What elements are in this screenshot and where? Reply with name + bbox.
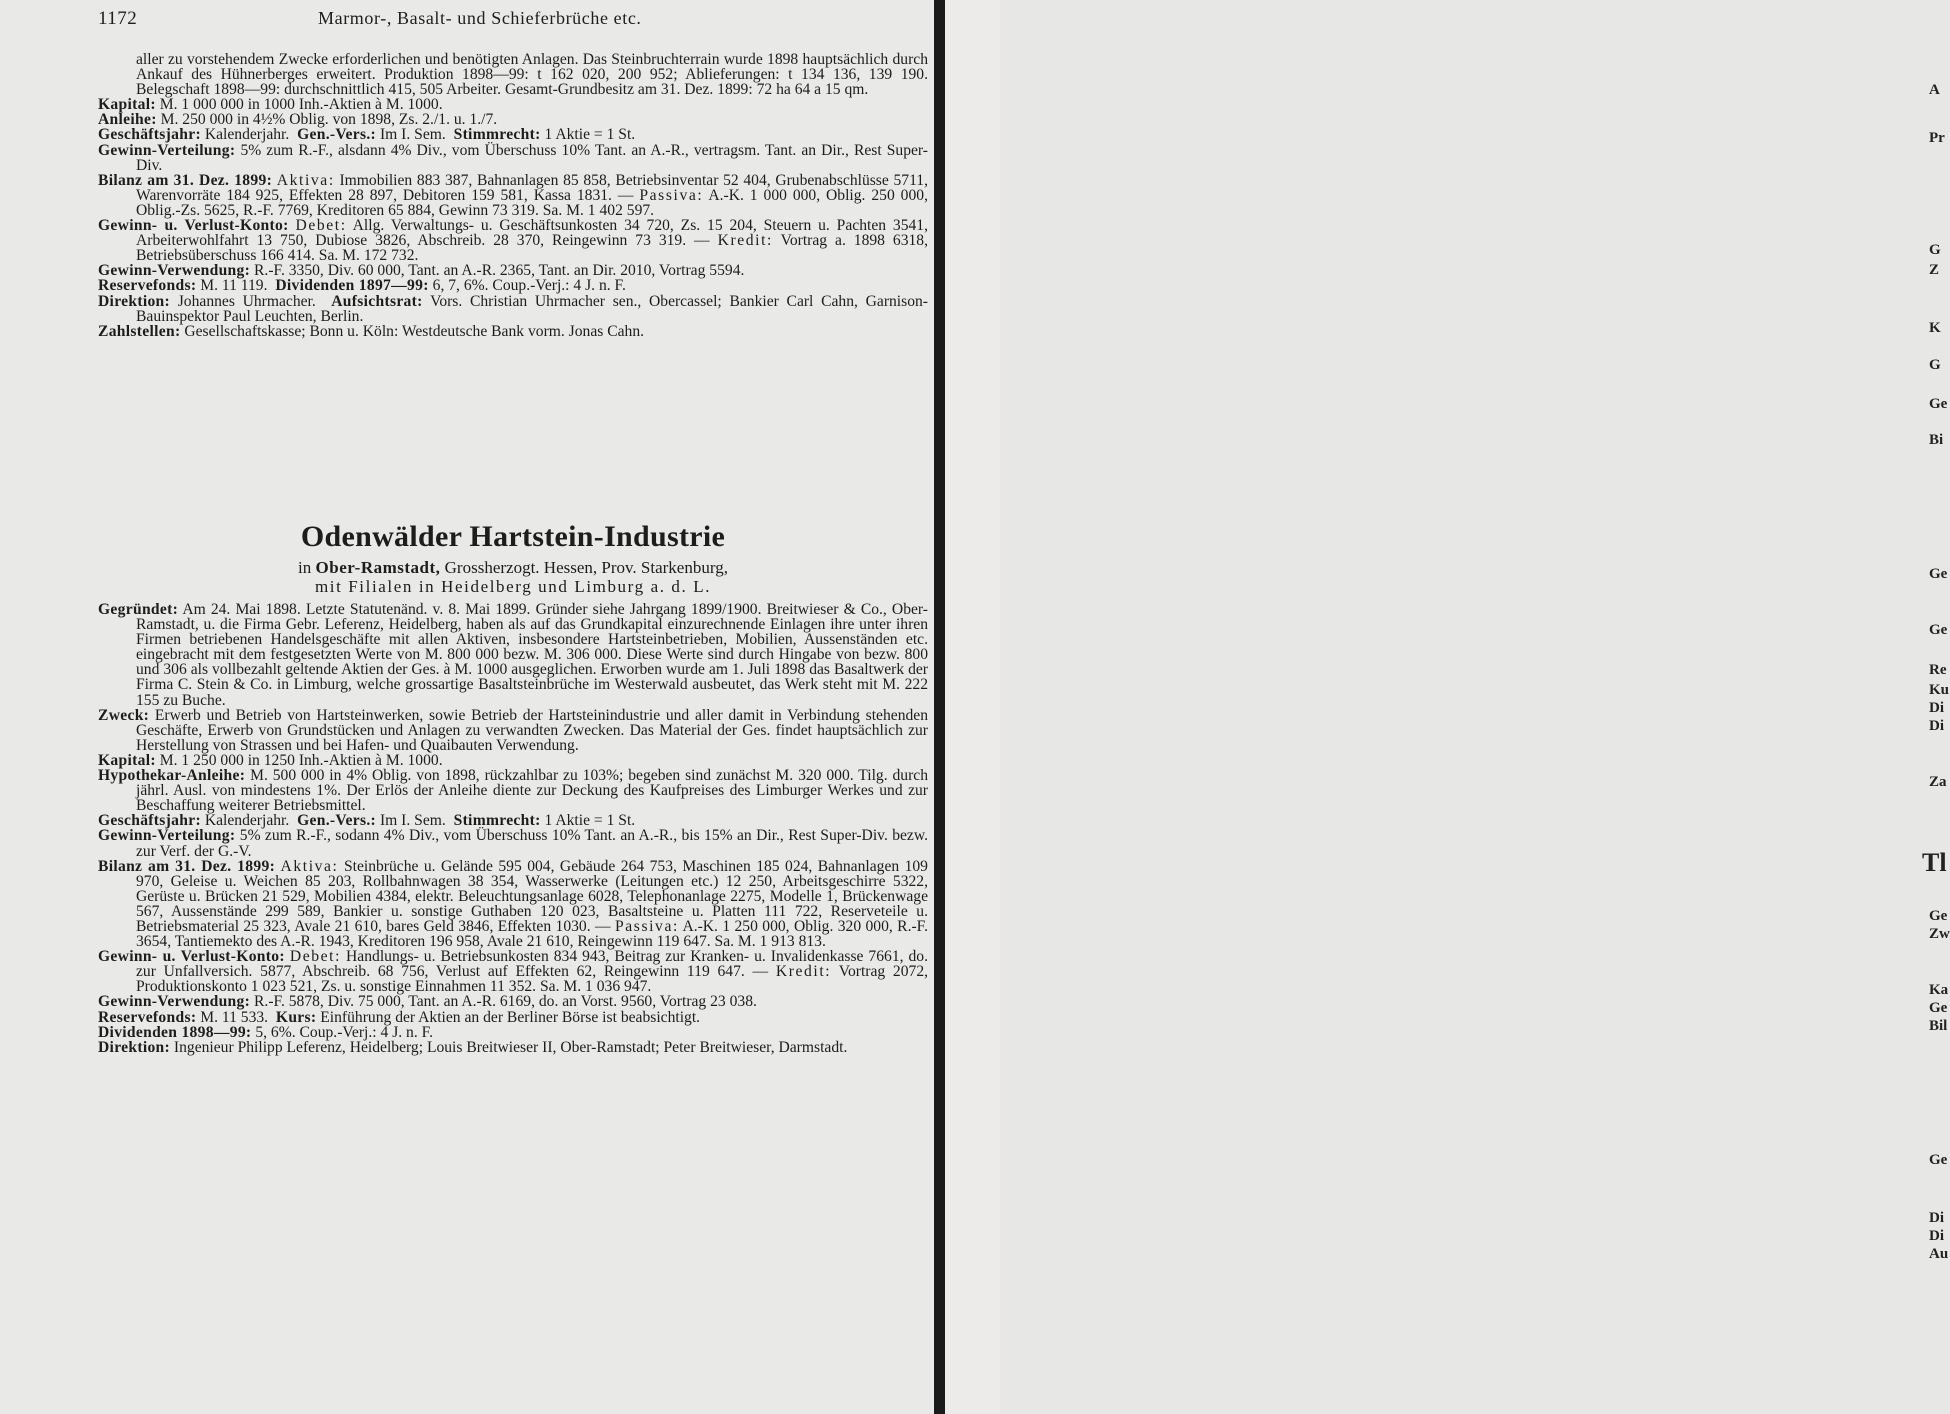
gewinn-verteilung-line: Gewinn-Verteilung: 5% zum R.-F., sodann 4% Div., vom Überschuss 10% Tant. an A.-R., bis 15% an Dir., Rest Super-Div. bezw. zur Verf. der G.-V. <box>98 827 929 860</box>
kapital-line: Kapital: M. 1 000 000 in 1000 Inh.-Aktien à M. 1000. <box>98 96 443 114</box>
margin-word: Ge <box>1929 1152 1948 1168</box>
gewinn-verwendung-line: Gewinn-Verwendung: R.-F. 3350, Div. 60 000, Tant. an A.-R. 2365, Tant. an Dir. 2010, Vortrag 5594. <box>98 262 745 280</box>
reservefonds-line: Reservefonds: M. 11 119. Dividenden 1897—99: 6, 7, 6%. Coup.-Verj.: 4 J. n. F. <box>98 277 626 295</box>
adjacent-page-strip <box>945 0 1950 1414</box>
gewinn-verwendung-line: Gewinn-Verwendung: R.-F. 5878, Div. 75 000, Tant. an A.-R. 6169, do. an Vorst. 9560, Vortrag 23 038. <box>98 993 757 1011</box>
zahlstellen-line: Zahlstellen: Gesellschaftskasse; Bonn u. Köln: Westdeutsche Bank vorm. Jonas Cahn. <box>98 322 645 340</box>
margin-word: K <box>1929 320 1941 336</box>
company-entry-previous <box>98 52 928 339</box>
margin-word: Z <box>1929 262 1940 278</box>
margin-word: Ge <box>1929 1000 1948 1016</box>
dividenden-line: Dividenden 1898—99: 5, 6%. Coup.-Verj.: 4 J. n. F. <box>98 1023 433 1041</box>
margin-word: Za <box>1929 774 1947 790</box>
margin-word: Di <box>1929 718 1944 734</box>
guv-line: Gewinn- u. Verlust-Konto: Debet: Allg. Verwaltungs- u. Geschäftsunkosten 34 720, Zs. 15 204, Steuern u. Pachten 3541, Arbeiterwohlfahrt 13 750, Dubiose 3826, Abschreib. 28 370, Reingewinn 73 319. — Kredit: Vortrag a. 1898 6318, Betriebsüberschuss 166 414. Sa. M. 172 732. <box>98 217 928 265</box>
kapital-line: Kapital: M. 1 250 000 in 1250 Inh.-Aktien à M. 1000. <box>98 751 443 769</box>
margin-word: G <box>1929 242 1941 258</box>
direktion-line: Direktion: Ingenieur Philipp Leferenz, Heidelberg; Louis Breitwieser II, Ober-Ramstadt; Peter Breitwieser, Darmstadt. <box>98 1038 848 1056</box>
bilanz-line: Bilanz am 31. Dez. 1899: Aktiva: Immobilien 883 387, Bahnanlagen 85 858, Betriebsinventar 52 404, Grubenabschlüsse 5711, Warenvorräte 184 925, Effekten 28 897, Debitoren 159 581, Kassa 1831. — Passiva: A.-K. 1 000 000, Oblig. 250 000, Oblig.-Zs. 5625, R.-F. 7769, Kreditoren 65 884, Gewinn 73 319. Sa. M. 1 402 597. <box>98 171 928 219</box>
anleihe-line: Anleihe: M. 250 000 in 4½% Oblig. von 1898, Zs. 2./1. u. 1./7. <box>98 111 498 129</box>
gegruendet-line: Gegründet: Am 24. Mai 1898. Letzte Statutenänd. v. 8. Mai 1899. Gründer siehe Jahrgang 1899/1900. Breitwieser & Co., Ober-Ramstadt, u. die Firma Gebr. Leferenz, Heidelberg, haben als auf das Grundkapital einzurechnende Einlagen ihre unter ihren Firmen betriebenen Handelsgeschäfte mit allen Aktiven, insbesondere Hartsteinbetrieben, Mobilien, Aussenständen etc. eingebracht mit dem festgesetzten Werte von M. 800 000 bezw. M. 306 000. Diese Werte sind durch Hingabe von bezw. 800 und 306 als vollbezahlt geltende Aktien der Ges. à M. 1000 ausgeglichen. Erworben wurde am 1. Juli 1898 das Basaltwerk der Firma C. Stein & Co. in Limburg, welche grossartige Basaltsteinbrüche im Westerwald ausbeutet, das Werk steht mit M. 222 155 zu Buche. <box>98 601 928 709</box>
company-location: in Ober-Ramstadt, Grossherzogt. Hessen, Prov. Starkenburg, <box>298 558 728 577</box>
margin-word: Ge <box>1929 566 1948 582</box>
margin-word: A <box>1929 82 1940 98</box>
margin-word: Re <box>1929 662 1947 678</box>
company-entry-odenwaelder <box>98 520 928 1055</box>
margin-word: Ge <box>1929 908 1948 924</box>
margin-word: Pr <box>1929 130 1945 146</box>
margin-word: Ku <box>1929 682 1950 698</box>
margin-word: Ge <box>1929 622 1948 638</box>
page-edge-rule <box>934 0 945 1414</box>
zweck-line: Zweck: Erwerb und Betrieb von Hartsteinwerken, sowie Betrieb der Hartsteinindustrie und aller damit in Verbindung stehenden Geschäfte, Erwerb von Grundstücken und Anlagen zu verwandten Zwecken. Das Material der Ges. findet hauptsächlich zur Herstellung von Strassen und bei Hafen- und Quaibauten Verwendung. <box>98 706 929 754</box>
geschaeftsjahr-line: Geschäftsjahr: Kalenderjahr. Gen.-Vers.: Im I. Sem. Stimmrecht: 1 Aktie = 1 St. <box>98 812 636 830</box>
reservefonds-line: Reservefonds: M. 11 533. Kurs: Einführung der Aktien an der Berliner Börse ist beabsichtigt. <box>98 1008 701 1026</box>
guv-line: Gewinn- u. Verlust-Konto: Debet: Handlungs- u. Betriebsunkosten 834 943, Beitrag zur Kranken- u. Invalidenkasse 7661, do. zur Unfallversich. 5877, Abschreib. 68 756, Verlust auf Effekten 62, Reingewinn 119 647. — Kredit: Vortrag 2072, Produktionskonto 1 023 521, Zs. u. sonstige Einnahmen 11 352. Sa. M. 1 036 947. <box>98 948 929 996</box>
margin-word: Ge <box>1929 396 1948 412</box>
entry-intro: aller zu vorstehendem Zwecke erforderlichen und benötigten Anlagen. Das Steinbruchterrain wurde 1898 hauptsächlich durch Ankauf des Hühnerberges erweitert. Produktion 1898—99: t 162 020, 200 952; Ablieferungen: t 134 136, 139 190. Belegschaft 1898—99: durchschnittlich 415, 505 Arbeiter. Gesamt-Grundbesitz am 31. Dez. 1899: 72 ha 64 a 15 qm. <box>136 51 928 99</box>
margin-word: G <box>1929 357 1941 373</box>
company-branches: mit Filialen in Heidelberg und Limburg a. d. L. <box>314 577 712 596</box>
margin-word: Bi <box>1929 432 1944 448</box>
page-header <box>98 6 928 34</box>
margin-word: Di <box>1929 1228 1944 1244</box>
margin-word: Di <box>1929 1210 1944 1226</box>
page-number: 1172 <box>98 8 138 29</box>
running-head: Marmor-, Basalt- und Schieferbrüche etc. <box>318 8 642 28</box>
geschaeftsjahr-line: Geschäftsjahr: Kalenderjahr. Gen.-Vers.: Im I. Sem. Stimmrecht: 1 Aktie = 1 St. <box>98 126 636 144</box>
margin-word: Bil <box>1929 1018 1948 1034</box>
margin-word: Au <box>1929 1246 1949 1262</box>
margin-word: Tl <box>1922 848 1947 877</box>
gewinn-verteilung-line: Gewinn-Verteilung: 5% zum R.-F., alsdann 4% Div., vom Überschuss 10% Tant. an A.-R., vertragsm. Tant. an Dir., Rest Super-Div. <box>98 141 928 174</box>
margin-word: Di <box>1929 700 1944 716</box>
direktion-line: Direktion: Johannes Uhrmacher. Aufsichtsrat: Vors. Christian Uhrmacher sen., Obercassel; Bankier Carl Cahn, Garnison-Bauinspektor Paul Leuchten, Berlin. <box>98 292 928 325</box>
margin-word: Zw <box>1929 926 1950 942</box>
hypothekar-anleihe-line: Hypothekar-Anleihe: M. 500 000 in 4% Oblig. von 1898, rückzahlbar zu 103%; begeben sind zunächst M. 320 000. Tilg. durch jährl. Ausl. von mindestens 1%. Der Erlös der Anleihe diente zur Deckung des Kaufpreises des Limburger Werkes und zur Beschaffung weiterer Betriebsmittel. <box>98 767 928 815</box>
company-title: Odenwälder Hartstein-Industrie <box>300 520 726 553</box>
margin-word: Ka <box>1929 982 1949 998</box>
bilanz-line: Bilanz am 31. Dez. 1899: Aktiva: Steinbrüche u. Gelände 595 004, Gebäude 264 753, Maschinen 185 024, Bahnanlagen 109 970, Geleise u. Weichen 85 203, Rollbahnwagen 38 354, Wasserwerke (Leitungen etc.) 12 250, Arbeitsgeschirre 5322, Gerüste u. Brücken 21 529, Mobilien 4384, elektr. Beleuchtungsanlage 6028, Telephonanlage 2275, Modelle 1, Brückenwage 567, Aussenstände 299 589, Bankier u. sonstige Guthaben 120 023, Basaltsteine u. Platten 111 722, Reserveteile u. Betriebsmaterial 25 323, Avale 21 610, bares Geld 3846, Effekten 1030. — Passiva: A.-K. 1 250 000, Oblig. 320 000, R.-F. 3654, Tantiemekto des A.-R. 1943, Kreditoren 196 958, Avale 21 610, Reingewinn 119 647. Sa. M. 1 913 813. <box>98 857 928 951</box>
